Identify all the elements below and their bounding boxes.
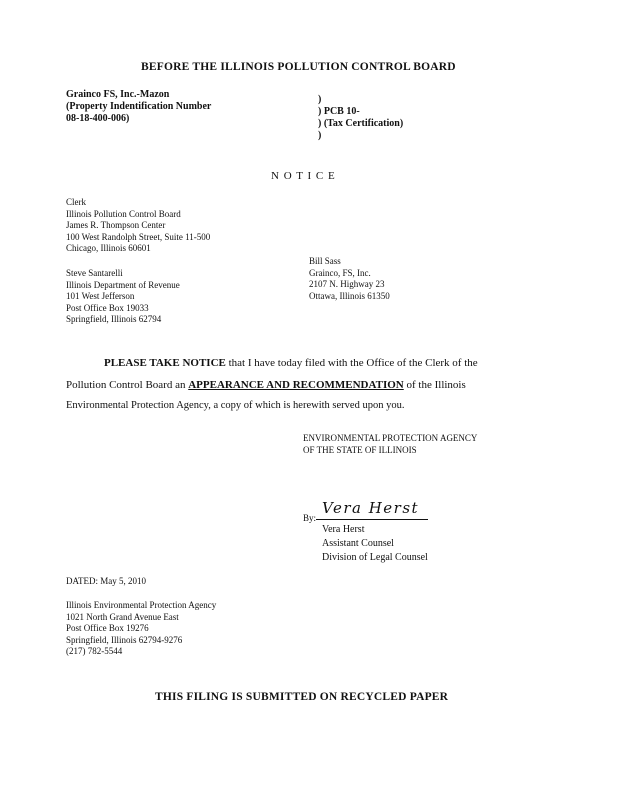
body-text: that I have today filed with the Office of the Clerk of the (225, 357, 478, 369)
body-line-1 (104, 357, 478, 369)
dated-line: DATED: May 5, 2010 (66, 576, 146, 586)
signatory-line: Assistant Counsel (322, 538, 394, 549)
address-steve (66, 268, 180, 326)
document-heading: BEFORE THE ILLINOIS POLLUTION CONTROL BOARD (141, 61, 456, 73)
caption-line: ) (318, 94, 322, 105)
body-line-2 (66, 379, 466, 391)
address-line: 100 West Randolph Street, Suite 11-500 (66, 231, 211, 242)
address-line: Springfield, Illinois 62794 (66, 314, 162, 324)
agency-line: OF THE STATE OF ILLINOIS (303, 444, 417, 455)
notice-title: N O T I C E (271, 170, 336, 182)
address-line: Post Office Box 19033 (66, 302, 149, 313)
footer-address-line: Post Office Box 19276 (66, 623, 149, 633)
agency-block (303, 433, 477, 456)
caption-line: ) (318, 130, 322, 141)
signatory-line: Vera Herst (322, 524, 365, 535)
address-line: 2107 N. Highway 23 (309, 279, 385, 289)
address-line: Illinois Department of Revenue (66, 279, 180, 290)
please-take-notice: PLEASE TAKE NOTICE (104, 357, 226, 369)
body-text: Pollution Control Board an (66, 379, 189, 391)
signature-line (316, 519, 428, 520)
caption-left (66, 89, 211, 125)
caption-right (318, 94, 403, 142)
handwritten-signature: Vera Herst (322, 499, 420, 517)
footer-address-line: 1021 North Grand Avenue East (66, 611, 179, 622)
address-line: Clerk (66, 197, 86, 207)
address-line: 101 West Jefferson (66, 291, 135, 301)
address-line: Grainco, FS, Inc. (309, 267, 371, 278)
agency-line: ENVIRONMENTAL PROTECTION AGENCY (303, 433, 478, 443)
address-line: Steve Santarelli (66, 268, 123, 278)
body-text: of the Illinois (403, 379, 466, 391)
address-line: Illinois Pollution Control Board (66, 208, 181, 219)
address-clerk (66, 197, 210, 255)
signatory-block (322, 523, 428, 565)
footer-address-line: Illinois Environmental Protection Agency (66, 600, 217, 610)
by-label: By: (303, 513, 317, 523)
caption-line: Grainco FS, Inc.-Mazon (66, 89, 170, 100)
address-line: Ottawa, Illinois 61350 (309, 290, 390, 301)
address-bill (309, 256, 390, 302)
address-line: James R. Thompson Center (66, 220, 166, 230)
signatory-line: Division of Legal Counsel (322, 552, 428, 563)
address-line: Bill Sass (309, 256, 341, 266)
caption-line: ) PCB 10- (318, 106, 360, 117)
recycled-paper-notice: THIS FILING IS SUBMITTED ON RECYCLED PAPER (155, 691, 449, 703)
caption-line: (Property Indentification Number (66, 101, 212, 112)
footer-address-line: (217) 782-5544 (66, 646, 123, 656)
body-line-3: Environmental Protection Agency, a copy of which is herewith served upon you. (66, 400, 405, 411)
footer-address-line: Springfield, Illinois 62794-9276 (66, 634, 183, 645)
footer-address (66, 600, 216, 658)
document-title: APPEARANCE AND RECOMMENDATION (188, 379, 404, 391)
address-line: Chicago, Illinois 60601 (66, 243, 151, 253)
caption-line: 08-18-400-006) (66, 113, 130, 124)
caption-line: ) (Tax Certification) (318, 118, 404, 129)
